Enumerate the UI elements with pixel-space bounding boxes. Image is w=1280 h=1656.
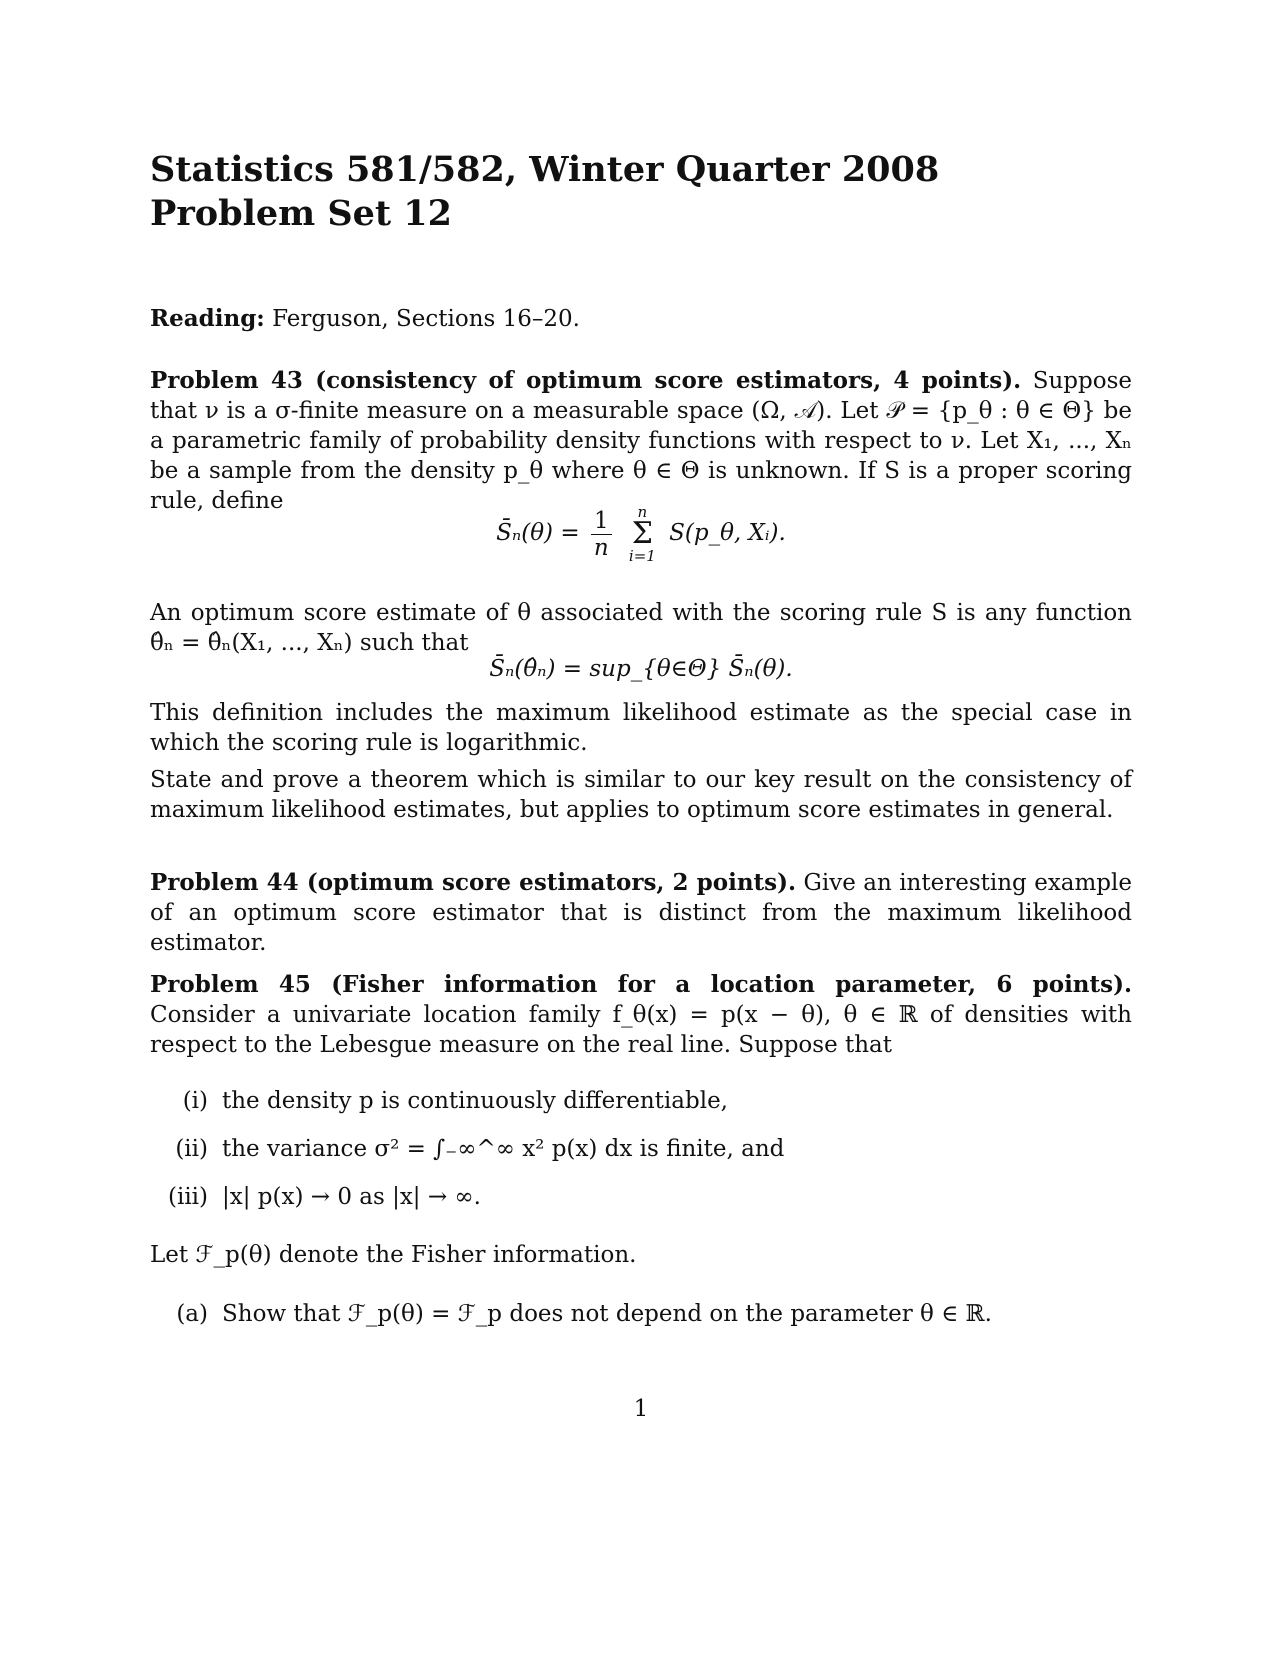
reading-label: Reading: — [150, 305, 265, 332]
problem-44-body: Give an interesting example of an optimum score estimator that is distinct from the maximum likelihood estimator. — [150, 870, 1132, 956]
reading-text: Ferguson, Sections 16–20. — [272, 306, 580, 332]
problem-44-heading: Problem 44 (optimum score estimators, 2 points). — [150, 869, 797, 896]
equation-lhs: S̄ₙ(θ) = — [496, 520, 580, 546]
logarithmic-special-case-text: This definition includes the maximum likelihood estimate as the special case in which the scoring rule is logarithmic. — [150, 700, 1132, 756]
summation-symbol: n Σ i=1 — [628, 503, 656, 565]
summation-lower-limit: i=1 — [628, 547, 656, 565]
equation-fraction — [591, 508, 612, 561]
condition-item — [150, 1182, 481, 1212]
part-text: Show that ℱ_p(θ) = ℱ_p does not depend on the parameter θ ∈ ℝ. — [222, 1301, 992, 1327]
problem-44-text — [150, 868, 1132, 958]
part-item — [150, 1299, 992, 1329]
fraction-denominator: n — [593, 534, 609, 561]
problem-43-intro-text: Suppose that ν is a σ-finite measure on a measurable space (Ω, 𝒜). Let 𝒫 = {p_θ : θ ∈ Θ} be a parametric family of probability density functions with respect to ν. Let X₁, ..., Xₙ be a sample from the density p_θ where θ ∈ Θ is unknown. If S is a proper scoring rule, define — [150, 368, 1133, 514]
condition-text: the density p is continuously differentiable, — [222, 1088, 728, 1114]
title-line-problem-set: Problem Set 12 — [150, 193, 452, 234]
summation-upper-limit: n — [637, 503, 648, 521]
problem-43-definition — [150, 598, 1132, 658]
problem-43 — [150, 366, 1132, 516]
condition-label: (ii) — [175, 1136, 208, 1162]
fisher-information-text: Let ℱ_p(θ) denote the Fisher information. — [150, 1242, 637, 1268]
problem-45 — [150, 970, 1132, 1060]
condition-label: (i) — [182, 1088, 208, 1114]
condition-text: the variance σ² = ∫₋∞^∞ x² p(x) dx is finite, and — [222, 1136, 785, 1162]
fisher-information-intro — [150, 1240, 1132, 1270]
condition-item — [150, 1086, 728, 1116]
problem-43-paragraph-2 — [150, 698, 1132, 758]
state-and-prove-text: State and prove a theorem which is similar to our key result on the consistency of maximum likelihood estimates, but applies to optimum score estimates in general. — [150, 767, 1132, 823]
equation-optimum-score — [150, 656, 1132, 682]
condition-label: (iii) — [167, 1184, 208, 1210]
problem-43-heading: Problem 43 (consistency of optimum score estimators, 4 points). — [150, 367, 1022, 394]
condition-text: |x| p(x) → 0 as |x| → ∞. — [222, 1184, 481, 1210]
optimum-score-definition: An optimum score estimate of θ associated with the scoring rule S is any function θ̂ₙ = θ̂ₙ(X₁, ..., Xₙ) such that — [150, 600, 1132, 656]
title-line-course: Statistics 581/582, Winter Quarter 2008 — [150, 149, 940, 190]
condition-item — [150, 1134, 784, 1164]
equation-score-average — [150, 504, 1132, 564]
problem-43-paragraph-3 — [150, 765, 1132, 825]
part-label: (a) — [176, 1301, 208, 1327]
page-number: 1 — [633, 1396, 649, 1422]
document-page — [150, 0, 1132, 1656]
problem-44 — [150, 868, 1132, 958]
equation-sup: S̄ₙ(θ̂ₙ) = sup_{θ∈Θ} S̄ₙ(θ). — [489, 656, 793, 682]
fraction-numerator: 1 — [591, 508, 612, 535]
reading-assignment — [150, 304, 580, 334]
problem-45-intro-text: Consider a univariate location family f_θ(x) = p(x − θ), θ ∈ ℝ of densities with respect to the Lebesgue measure on the real line. Suppose that — [150, 1002, 1132, 1058]
problem-45-intro — [150, 970, 1132, 1060]
problem-45-heading: Problem 45 (Fisher information for a location parameter, 6 points). — [150, 971, 1132, 998]
document-title — [150, 148, 939, 236]
problem-43-intro — [150, 366, 1132, 516]
equation-rhs: S(p_θ, Xᵢ). — [669, 520, 786, 546]
